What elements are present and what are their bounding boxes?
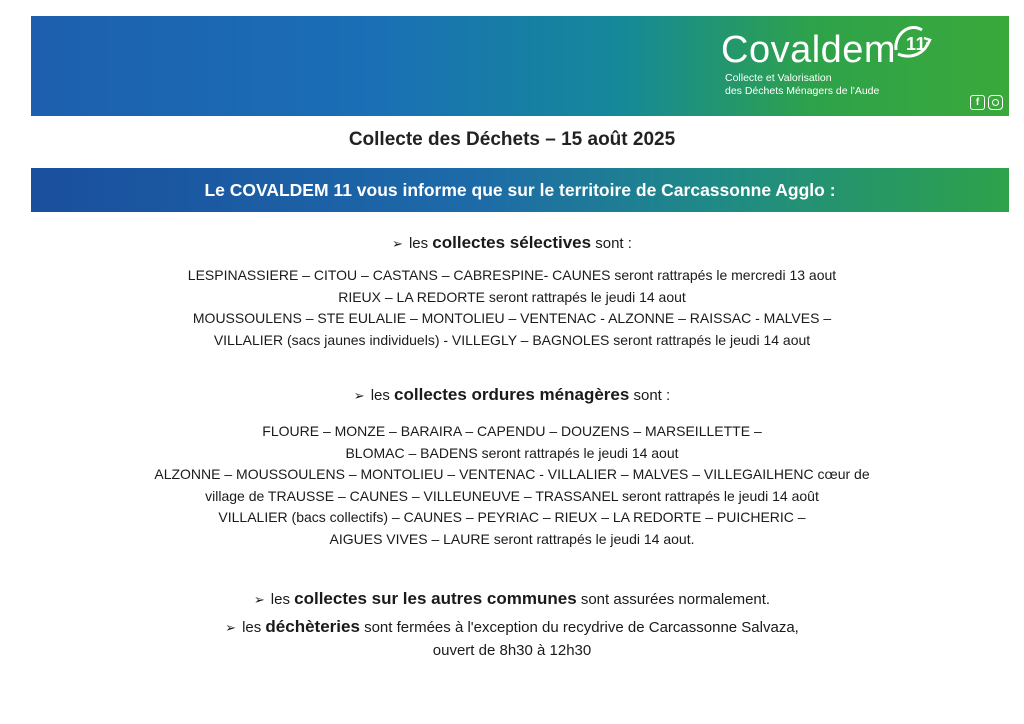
selective-heading: ➢ les collectes sélectives sont : xyxy=(392,233,632,252)
section-other xyxy=(0,588,1024,611)
arrow-bullet-icon: ➢ xyxy=(353,388,365,403)
logo-tagline-2: des Déchets Ménagers de l'Aude xyxy=(725,85,880,97)
header-banner xyxy=(31,16,1009,116)
facebook-icon[interactable]: f xyxy=(970,95,985,110)
list-item: ALZONNE – MOUSSOULENS – MONTOLIEU – VENTENAC - VILLALIER – MALVES – VILLEGAILHENC cœur de xyxy=(154,466,870,482)
list-item: VILLALIER (sacs jaunes individuels) - VILLEGLY – BAGNOLES seront rattrapés le jeudi 14 aout xyxy=(213,331,811,348)
list-item: village de TRAUSSE – CAUNES – VILLEUNEUVE – TRASSANEL seront rattrapés le jeudi 14 août xyxy=(205,487,819,504)
page-title: Collecte des Déchets – 15 août 2025 xyxy=(348,129,676,150)
arrow-bullet-icon: ➢ xyxy=(253,592,265,607)
list-item: LESPINASSIERE – CITOU – CASTANS – CABRESPINE- CAUNES seront rattrapés le mercredi 13 aout xyxy=(187,267,837,283)
list-item: MOUSSOULENS – STE EULALIE – MONTOLIEU – VENTENAC - ALZONNE – RAISSAC - MALVES – xyxy=(192,310,832,326)
logo-tagline-1: Collecte et Valorisation xyxy=(725,72,832,84)
dechetteries-heading-bold: déchèteries xyxy=(265,617,360,636)
logo-wordmark: Covaldem xyxy=(721,29,897,71)
logo-swoosh-icon xyxy=(890,20,932,64)
list-item: FLOURE – MONZE – BARAIRA – CAPENDU – DOUZENS – MARSEILLETTE – xyxy=(262,423,762,439)
info-banner xyxy=(31,168,1009,212)
arrow-bullet-icon: ➢ xyxy=(392,236,403,251)
instagram-icon[interactable] xyxy=(988,95,1003,110)
dechetteries-heading: ➢ les déchèteries sont fermées à l'exception du recydrive de Carcassonne Salvaza, xyxy=(225,617,799,636)
section-household xyxy=(0,384,1024,550)
household-heading: ➢ les collectes ordures ménagères sont : xyxy=(353,385,671,404)
section-selective xyxy=(0,232,1024,351)
list-item: BLOMAC – BADENS seront rattrapés le jeudi 14 aout xyxy=(345,444,679,461)
other-heading-bold: collectes sur les autres communes xyxy=(294,589,577,608)
list-item: VILLALIER (bacs collectifs) – CAUNES – PEYRIAC – RIEUX – LA REDORTE – PUICHERIC – xyxy=(218,509,806,525)
list-item: RIEUX – LA REDORTE seront rattrapés le jeudi 14 aout xyxy=(338,288,686,305)
dechetteries-hours: ouvert de 8h30 à 12h30 xyxy=(432,642,592,659)
list-item: AIGUES VIVES – LAURE seront rattrapés le jeudi 14 aout. xyxy=(329,530,695,547)
section-dechetteries xyxy=(0,616,1024,662)
covaldem-logo xyxy=(721,30,961,98)
selective-heading-bold: collectes sélectives xyxy=(432,233,592,252)
other-heading: ➢ les collectes sur les autres communes sont assurées normalement. xyxy=(253,589,771,608)
arrow-bullet-icon: ➢ xyxy=(225,620,237,635)
selective-lines xyxy=(0,265,1024,351)
logo-number: 11 xyxy=(906,34,927,54)
household-lines xyxy=(0,421,1024,550)
household-heading-bold: collectes ordures ménagères xyxy=(394,385,630,404)
info-banner-text: Le COVALDEM 11 vous informe que sur le territoire de Carcassonne Agglo : xyxy=(204,179,836,200)
social-links xyxy=(970,95,1003,110)
